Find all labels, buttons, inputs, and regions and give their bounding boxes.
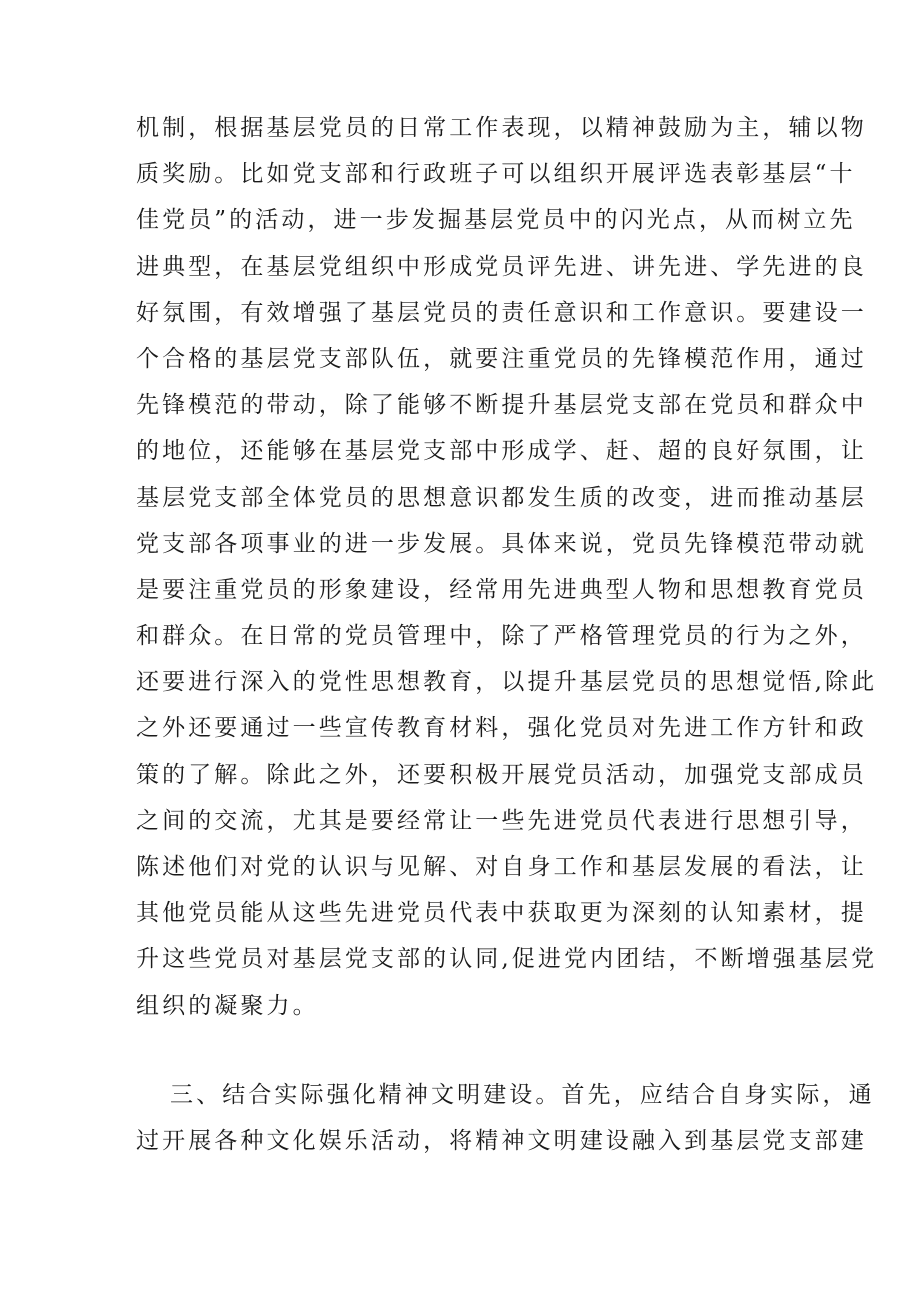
text-line: 其他党员能从这些先进党员代表中获取更为深刻的认知素材，提 bbox=[136, 900, 867, 927]
text-line: 陈述他们对党的认识与见解、对自身工作和基层发展的看法，让 bbox=[136, 854, 867, 880]
text-line: 机制，根据基层党员的日常工作表现，以精神鼓励为主，辅以物 bbox=[136, 115, 867, 141]
text-line: 质奖励。比如党支部和行政班子可以组织开展评选表彰基层“十 bbox=[136, 161, 856, 188]
text-line: 基层党支部全体党员的思想意识都发生质的改变，进而推动基层 bbox=[136, 484, 867, 511]
text-line: 之外还要通过一些宣传教育材料，强化党员对先进工作方针和政 bbox=[136, 715, 867, 742]
text-line: 佳党员”的活动，进一步发掘基层党员中的闪光点，从而树立先 bbox=[136, 207, 856, 234]
text-line: 之间的交流，尤其是要经常让一些先进党员代表进行思想引导， bbox=[136, 807, 867, 834]
text-line: 和群众。在日常的党员管理中，除了严格管理党员的行为之外， bbox=[136, 623, 867, 650]
text-line: 组织的凝聚力。 bbox=[136, 992, 319, 1019]
text-line: 好氛围，有效增强了基层党员的责任意识和工作意识。要建设一 bbox=[136, 299, 867, 326]
text-line: 进典型，在基层党组织中形成党员评先进、讲先进、学先进的良 bbox=[136, 253, 867, 280]
text-line: 是要注重党员的形象建设，经常用先进典型人物和思想教育党员 bbox=[136, 576, 867, 603]
text-line: 的地位，还能够在基层党支部中形成学、赶、超的良好氛围，让 bbox=[136, 438, 867, 465]
body-paragraph-1 bbox=[136, 105, 878, 1029]
text-line: 先锋模范的带动，除了能够不断提升基层党支部在党员和群众中 bbox=[136, 392, 867, 419]
body-paragraph-2 bbox=[136, 1072, 875, 1164]
text-line: 策的了解。除此之外，还要积极开展党员活动，加强党支部成员 bbox=[136, 761, 867, 788]
text-line: 党支部各项事业的进一步发展。具体来说，党员先锋模范带动就 bbox=[136, 530, 867, 557]
text-line: 三、结合实际强化精神文明建设。首先，应结合自身实际，通 bbox=[170, 1082, 875, 1108]
text-line: 升这些党员对基层党支部的认同,促进党内团结，不断增强基层党 bbox=[136, 946, 878, 973]
text-line: 个合格的基层党支部队伍，就要注重党员的先锋模范作用，通过 bbox=[136, 345, 867, 372]
text-line: 过开展各种文化娱乐活动，将精神文明建设融入到基层党支部建 bbox=[136, 1128, 867, 1155]
text-line: 还要进行深入的党性思想教育，以提升基层党员的思想觉悟,除此 bbox=[136, 669, 878, 696]
